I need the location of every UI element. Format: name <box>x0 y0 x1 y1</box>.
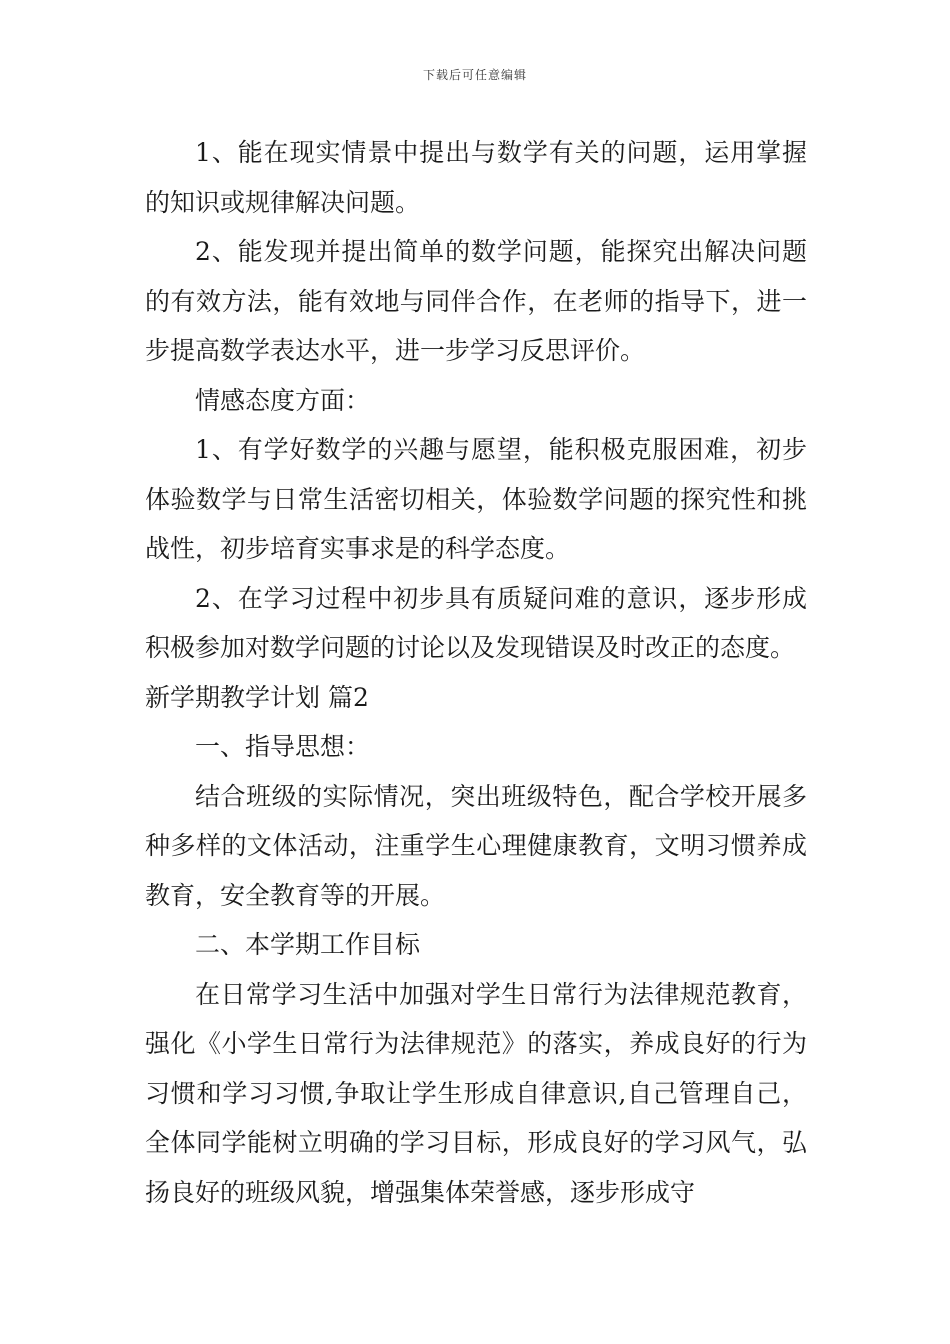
paragraph-guiding-ideology: 结合班级的实际情况，突出班级特色，配合学校开展多种多样的文体活动，注重学生心理健康教育，文明习惯养成教育，安全教育等的开展。 <box>145 781 807 910</box>
paragraph-emotion-2: 2、在学习过程中初步具有质疑问难的意识，逐步形成积极参加对数学问题的讨论以及发现错误及时改正的态度。 <box>145 583 807 662</box>
paragraph-emotion-1: 1、有学好数学的兴趣与愿望，能积极克服困难，初步体验数学与日常生活密切相关，体验数学问题的探究性和挑战性，初步培育实事求是的科学态度。 <box>145 435 807 563</box>
paragraph-work-goals: 在日常学习生活中加强对学生日常行为法律规范教育，强化《小学生日常行为法律规范》的落实，养成良好的行为习惯和学习习惯,争取让学生形成自律意识,自己管理自己，全体同学能树立明确的学习目标，形成良好的学习风气，弘扬良好的班级风貌，增强集体荣誉感，逐步形成守 <box>145 979 807 1207</box>
heading-guiding-ideology: 一、指导思想： <box>195 732 371 761</box>
section-title-plan-2: 新学期教学计划 篇2 <box>145 682 369 712</box>
heading-work-goals: 二、本学期工作目标 <box>195 930 421 959</box>
paragraph-goal-2: 2、能发现并提出简单的数学问题，能探究出解决问题的有效方法，能有效地与同伴合作，在老师的指导下，进一步提高数学表达水平，进一步学习反思评价。 <box>145 237 807 365</box>
paragraph-emotion-heading: 情感态度方面： <box>195 385 371 415</box>
page-header-note: 下载后可任意编辑 <box>422 68 527 82</box>
document-body <box>145 128 807 1217</box>
paragraph-goal-1: 1、能在现实情景中提出与数学有关的问题，运用掌握的知识或规律解决问题。 <box>145 138 807 217</box>
